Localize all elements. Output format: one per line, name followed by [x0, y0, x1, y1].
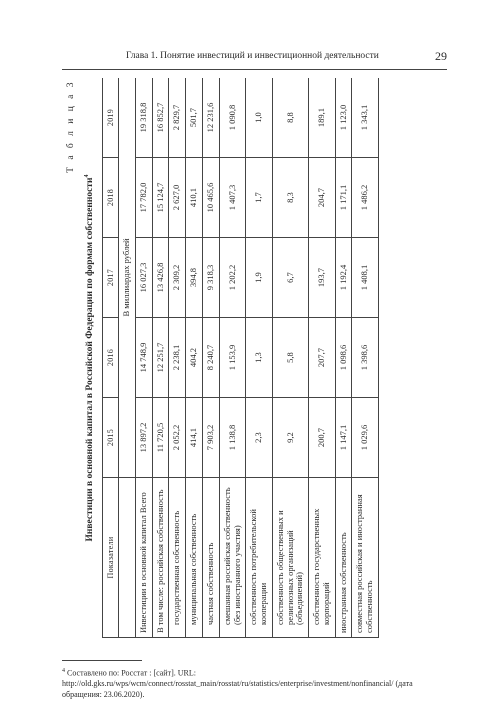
row-label: Инвестиции в основной капитал Всего — [135, 478, 152, 638]
table-header-row — [103, 78, 119, 638]
caption-text: Инвестиции в основной капитал в Российской Федерации по формам собственности — [85, 177, 96, 542]
cell-value: 1,9 — [246, 238, 273, 318]
row-label: государственная собственность — [169, 478, 186, 638]
table-row — [335, 78, 352, 638]
column-header-indicator: Показатели — [103, 478, 119, 638]
cell-value: 9,2 — [272, 398, 308, 478]
unit-row-spacer — [119, 478, 136, 638]
footnote-text: Составлено по: Росстат : [сайт]. URL: http://old.gks.ru/wps/wcm/connect/rosstat_main/rosstat/ru/statistics/enterprise/investment/nonfinancial/ (дата обращения: 23.06.2020). — [62, 668, 413, 700]
page-number: 29 — [435, 49, 447, 63]
column-header-year: 2015 — [103, 398, 119, 478]
cell-value: 1 407,3 — [219, 158, 246, 238]
cell-value: 1 090,8 — [219, 78, 246, 158]
cell-value: 1,3 — [246, 318, 273, 398]
cell-value: 16 027,3 — [135, 238, 152, 318]
cell-value: 1 123,0 — [335, 78, 352, 158]
table-label: Т а б л и ц а 3 — [66, 80, 76, 173]
footnote — [62, 667, 447, 701]
cell-value: 1 192,4 — [335, 238, 352, 318]
footnote-mark: 4 — [62, 668, 65, 674]
footnote-divider — [62, 660, 142, 661]
cell-value: 1 202,2 — [219, 238, 246, 318]
row-label: смешанная российская собственность (без иностранного участия) — [219, 478, 246, 638]
running-title: Глава 1. Понятие инвестиций и инвестиционной деятельности — [126, 51, 379, 61]
unit-label: В миллиардах рублей — [119, 78, 136, 478]
cell-value: 1 029,6 — [352, 398, 379, 478]
cell-value: 13 897,2 — [135, 398, 152, 478]
table-row — [203, 78, 220, 638]
cell-value: 1,0 — [246, 78, 273, 158]
cell-value: 1 098,6 — [335, 318, 352, 398]
cell-value: 12 231,6 — [203, 78, 220, 158]
cell-value: 1 171,1 — [335, 158, 352, 238]
cell-value: 404,2 — [186, 318, 203, 398]
row-label: собственность общественных и религиозных организаций (объединений) — [272, 478, 308, 638]
cell-value: 1 398,6 — [352, 318, 379, 398]
cell-value: 14 748,9 — [135, 318, 152, 398]
cell-value: 9 318,3 — [203, 238, 220, 318]
cell-value: 1 408,1 — [352, 238, 379, 318]
rotated-table-area — [62, 78, 442, 638]
cell-value: 1 147,1 — [335, 398, 352, 478]
cell-value: 8 240,7 — [203, 318, 220, 398]
row-label: В том числе: российская собственность — [152, 478, 169, 638]
cell-value: 19 318,8 — [135, 78, 152, 158]
cell-value: 11 720,5 — [152, 398, 169, 478]
cell-value: 2 052,2 — [169, 398, 186, 478]
cell-value: 1 138,8 — [219, 398, 246, 478]
cell-value: 189,1 — [309, 78, 336, 158]
unit-row — [119, 78, 136, 638]
cell-value: 1 486,2 — [352, 158, 379, 238]
cell-value: 2,3 — [246, 398, 273, 478]
cell-value: 13 426,8 — [152, 238, 169, 318]
column-header-year: 2017 — [103, 238, 119, 318]
cell-value: 410,1 — [186, 158, 203, 238]
cell-value: 2 627,0 — [169, 158, 186, 238]
row-label: иностранная собственность — [335, 478, 352, 638]
cell-value: 1 153,9 — [219, 318, 246, 398]
column-header-year: 2016 — [103, 318, 119, 398]
cell-value: 8,3 — [272, 158, 308, 238]
cell-value: 207,7 — [309, 318, 336, 398]
cell-value: 204,7 — [309, 158, 336, 238]
cell-value: 394,8 — [186, 238, 203, 318]
cell-value: 12 251,7 — [152, 318, 169, 398]
column-header-year: 2018 — [103, 158, 119, 238]
cell-value: 8,8 — [272, 78, 308, 158]
table-row — [309, 78, 336, 638]
cell-value: 2 309,2 — [169, 238, 186, 318]
row-label: собственность потребительской кооперации — [246, 478, 273, 638]
cell-value: 414,1 — [186, 398, 203, 478]
column-header-year: 2019 — [103, 78, 119, 158]
table-row — [135, 78, 152, 638]
cell-value: 2 829,7 — [169, 78, 186, 158]
cell-value: 6,7 — [272, 238, 308, 318]
row-label: муниципальная собственность — [186, 478, 203, 638]
running-header — [62, 51, 447, 70]
table-row — [186, 78, 203, 638]
table-row — [352, 78, 379, 638]
row-label: собственность государственных корпораций — [309, 478, 336, 638]
cell-value: 16 852,7 — [152, 78, 169, 158]
footnote-marker: 4 — [84, 174, 90, 178]
cell-value: 2 238,1 — [169, 318, 186, 398]
cell-value: 193,7 — [309, 238, 336, 318]
cell-value: 501,7 — [186, 78, 203, 158]
table-row — [152, 78, 169, 638]
row-label: совместная российская и иностранная собственность — [352, 478, 379, 638]
investment-table — [102, 78, 379, 638]
cell-value: 1 343,1 — [352, 78, 379, 158]
cell-value: 7 903,2 — [203, 398, 220, 478]
cell-value: 15 124,7 — [152, 158, 169, 238]
table-row — [246, 78, 273, 638]
rotated-content — [62, 78, 442, 638]
row-label: частная собственность — [203, 478, 220, 638]
table-row — [169, 78, 186, 638]
cell-value: 1,7 — [246, 158, 273, 238]
table-row — [272, 78, 308, 638]
cell-value: 10 465,6 — [203, 158, 220, 238]
table-caption — [84, 78, 95, 638]
table-row — [219, 78, 246, 638]
cell-value: 17 782,0 — [135, 158, 152, 238]
cell-value: 5,8 — [272, 318, 308, 398]
cell-value: 200,7 — [309, 398, 336, 478]
